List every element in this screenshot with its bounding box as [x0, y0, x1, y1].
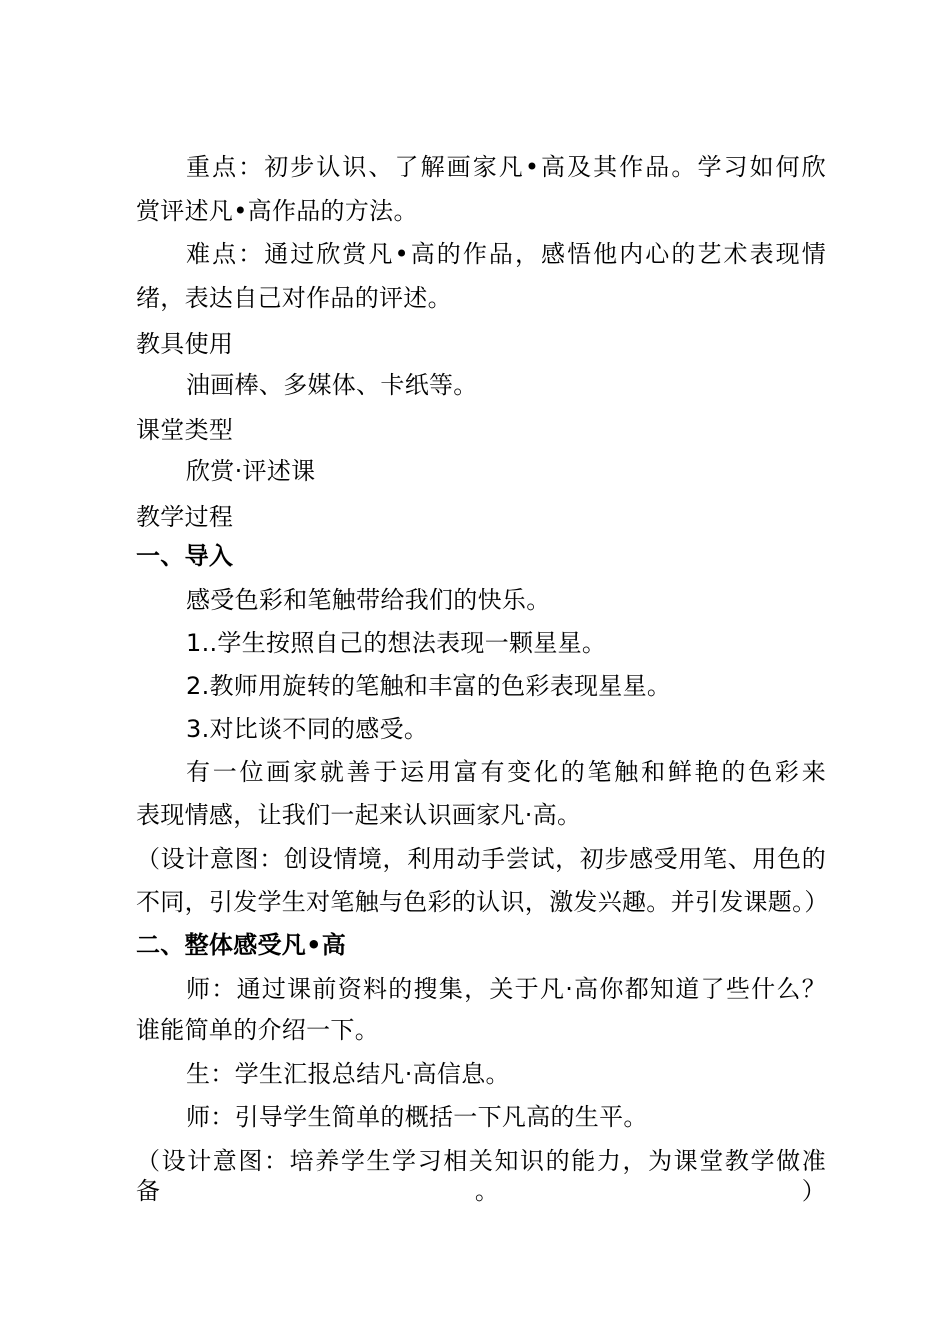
- section-1-paragraph-line-1: 有一位画家就善于运用富有变化的笔触和鲜艳的色彩来: [186, 758, 826, 786]
- section-2-teacher-2: 师：引导学生简单的概括一下凡高的生平。: [186, 1103, 648, 1131]
- difficulties-line-1: 难点：通过欣赏凡•高的作品，感悟他内心的艺术表现情: [186, 240, 826, 268]
- section-2-teacher-line-2: 谁能简单的介绍一下。: [136, 1016, 379, 1044]
- class-type-content: 欣赏·评述课: [186, 457, 316, 485]
- section-1-intro: 感受色彩和笔触带给我们的快乐。: [186, 586, 551, 614]
- section-1-title: 一、导入: [136, 542, 234, 570]
- section-1-step-2: 2.教师用旋转的笔触和丰富的色彩表现星星。: [186, 672, 672, 700]
- tools-heading: 教具使用: [136, 330, 234, 358]
- section-1-design-note-line-2: 不同，引发学生对笔触与色彩的认识，激发兴趣。并引发课题。）: [136, 888, 829, 916]
- section-1-step-3: 3.对比谈不同的感受。: [186, 715, 429, 743]
- class-type-heading: 课堂类型: [136, 416, 234, 444]
- section-2-design-note: （设计意图：培养学生学习相关知识的能力，为课堂教学做准备。）: [136, 1147, 826, 1205]
- difficulties-line-2: 绪，表达自己对作品的评述。: [136, 284, 452, 312]
- section-1-design-note-line-1: （设计意图：创设情境，利用动手尝试，初步感受用笔、用色的: [136, 845, 826, 873]
- section-1-step-1: 1..学生按照自己的想法表现一颗星星。: [186, 629, 607, 657]
- key-points-line-1: 重点：初步认识、了解画家凡•高及其作品。学习如何欣: [186, 153, 826, 181]
- process-heading: 教学过程: [136, 503, 234, 531]
- section-2-student: 生：学生汇报总结凡·高信息。: [186, 1060, 510, 1088]
- section-2-title: 二、整体感受凡•高: [136, 931, 347, 959]
- section-1-paragraph-line-2: 表现情感，让我们一起来认识画家凡·高。: [136, 801, 582, 829]
- section-2-teacher-line-1: 师：通过课前资料的搜集，关于凡·高你都知道了些什么？: [186, 975, 826, 1003]
- key-points-line-2: 赏评述凡•高作品的方法。: [136, 197, 418, 225]
- tools-content: 油画棒、多媒体、卡纸等。: [186, 371, 478, 399]
